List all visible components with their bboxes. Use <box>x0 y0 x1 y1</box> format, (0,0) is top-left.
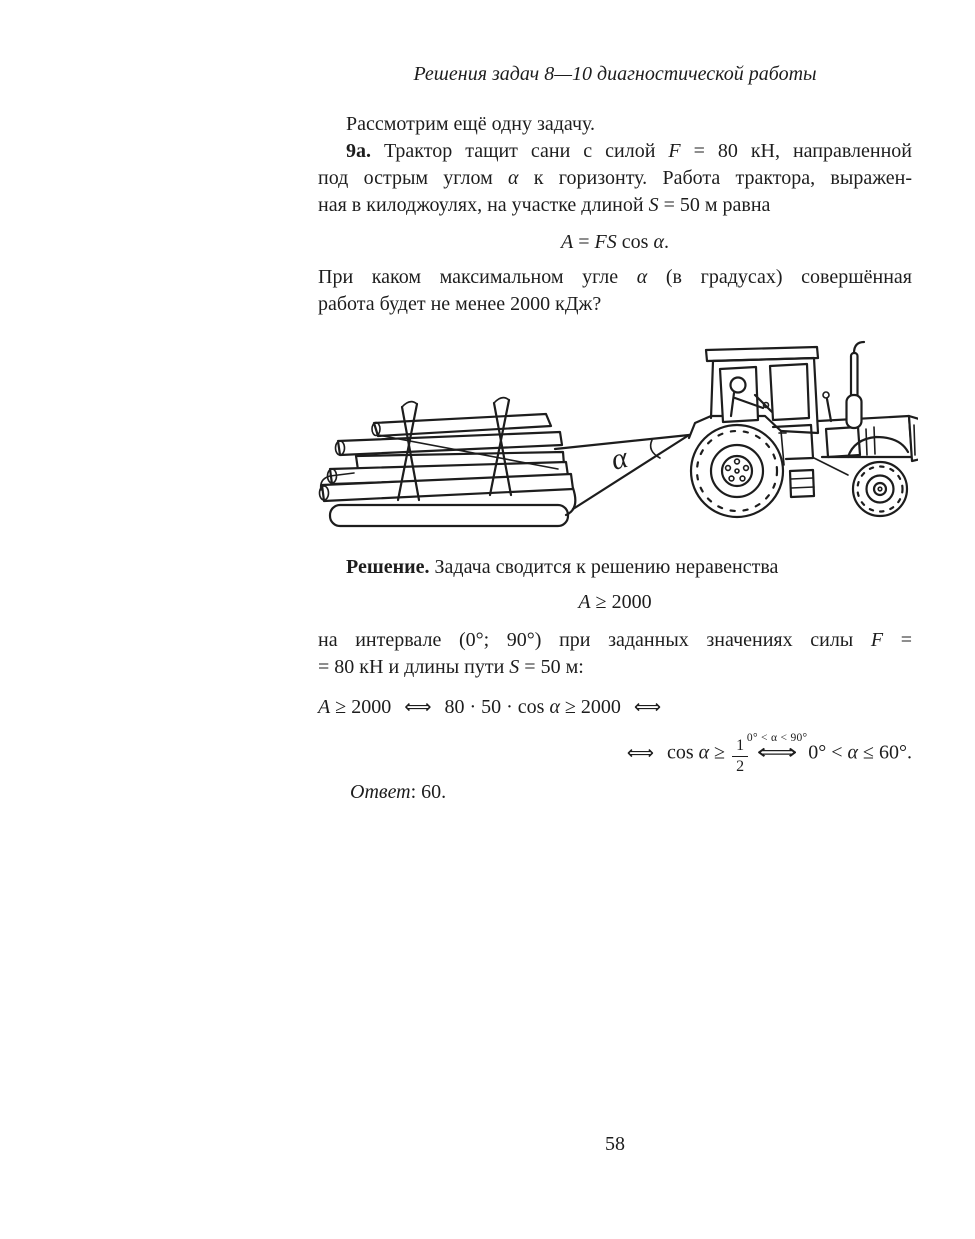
question-line-2: работа будет не менее 2000 кДж? <box>318 293 602 315</box>
rear-wheel <box>691 425 783 517</box>
condition-over-arrow <box>746 731 808 767</box>
interval-line-2: = 80 кН и длины пути S = 50 м: <box>318 656 584 678</box>
question-line-1: При каком максимальном угле α (в градусах) совершённая <box>318 266 912 288</box>
intro-text: Рассмотрим ещё одну задачу. <box>346 113 596 135</box>
math-line-1: A ≥ 2000 ⟺ 80 · 50 · cos α ≥ 2000 ⟺ <box>318 696 662 718</box>
problem-line-2: под острым углом α к горизонту. Работа трактора, выражен- <box>318 167 912 189</box>
running-head: Решения задач 8—10 диагностической работы <box>413 63 817 85</box>
fraction-denominator: 2 <box>736 757 745 775</box>
math-line-2: ⟺ cos α ≥ $\frac{1}{2}$ 0° < α < 90° ⟺ 0° < α ≤ 60°. <box>318 737 912 775</box>
tractor-hood <box>818 392 918 461</box>
inequality-display: A ≥ 2000 <box>578 591 652 613</box>
equiv-arrow: ⟺ <box>756 739 798 764</box>
equiv-arrow: ⟺ <box>404 696 432 718</box>
answer-value: : 60. <box>410 781 447 803</box>
formula-work: A = FS cos α. <box>561 231 669 253</box>
tractor-nose <box>909 416 918 461</box>
problem-line-3: ная в килоджоулях, на участке длиной S = 50 м равна <box>318 194 771 216</box>
sled-logs <box>320 414 574 501</box>
tractor-step-ladder <box>790 470 814 497</box>
tractor-sled-drawing <box>318 337 918 547</box>
fraction-numerator: 1 <box>732 737 748 757</box>
page-number: 58 <box>605 1133 625 1155</box>
solution-label: Решение. <box>346 556 430 578</box>
arrow-condition-label: 0° < α < 90° <box>746 731 808 744</box>
interval-line-1: на интервале (0°; 90°) при заданных значениях силы F = <box>318 629 912 651</box>
problem-number: 9а. <box>346 140 371 162</box>
answer-line <box>318 779 944 806</box>
front-wheel <box>853 462 907 516</box>
intro-paragraph <box>318 111 940 138</box>
tractor <box>689 342 918 517</box>
problem-line-1: 9а. Трактор тащит сани с силой F = 80 кН, направленной <box>346 140 913 162</box>
fraction-one-half <box>732 737 748 775</box>
figure-tractor-sled <box>318 337 912 547</box>
problem-paragraph <box>318 138 912 219</box>
solution-paragraph: Решение. Задача сводится к решению неравенства <box>346 556 779 578</box>
angle-alpha-label: α <box>607 440 631 477</box>
exhaust-pipe <box>847 342 865 428</box>
interval-paragraph <box>318 627 912 681</box>
equiv-arrow: ⟺ <box>626 741 654 764</box>
cab-front-window <box>720 367 758 422</box>
equiv-arrow: ⟺ <box>633 696 662 718</box>
question-paragraph <box>318 264 912 318</box>
cab-rear-window <box>770 364 809 420</box>
answer-label: Ответ <box>350 781 411 803</box>
